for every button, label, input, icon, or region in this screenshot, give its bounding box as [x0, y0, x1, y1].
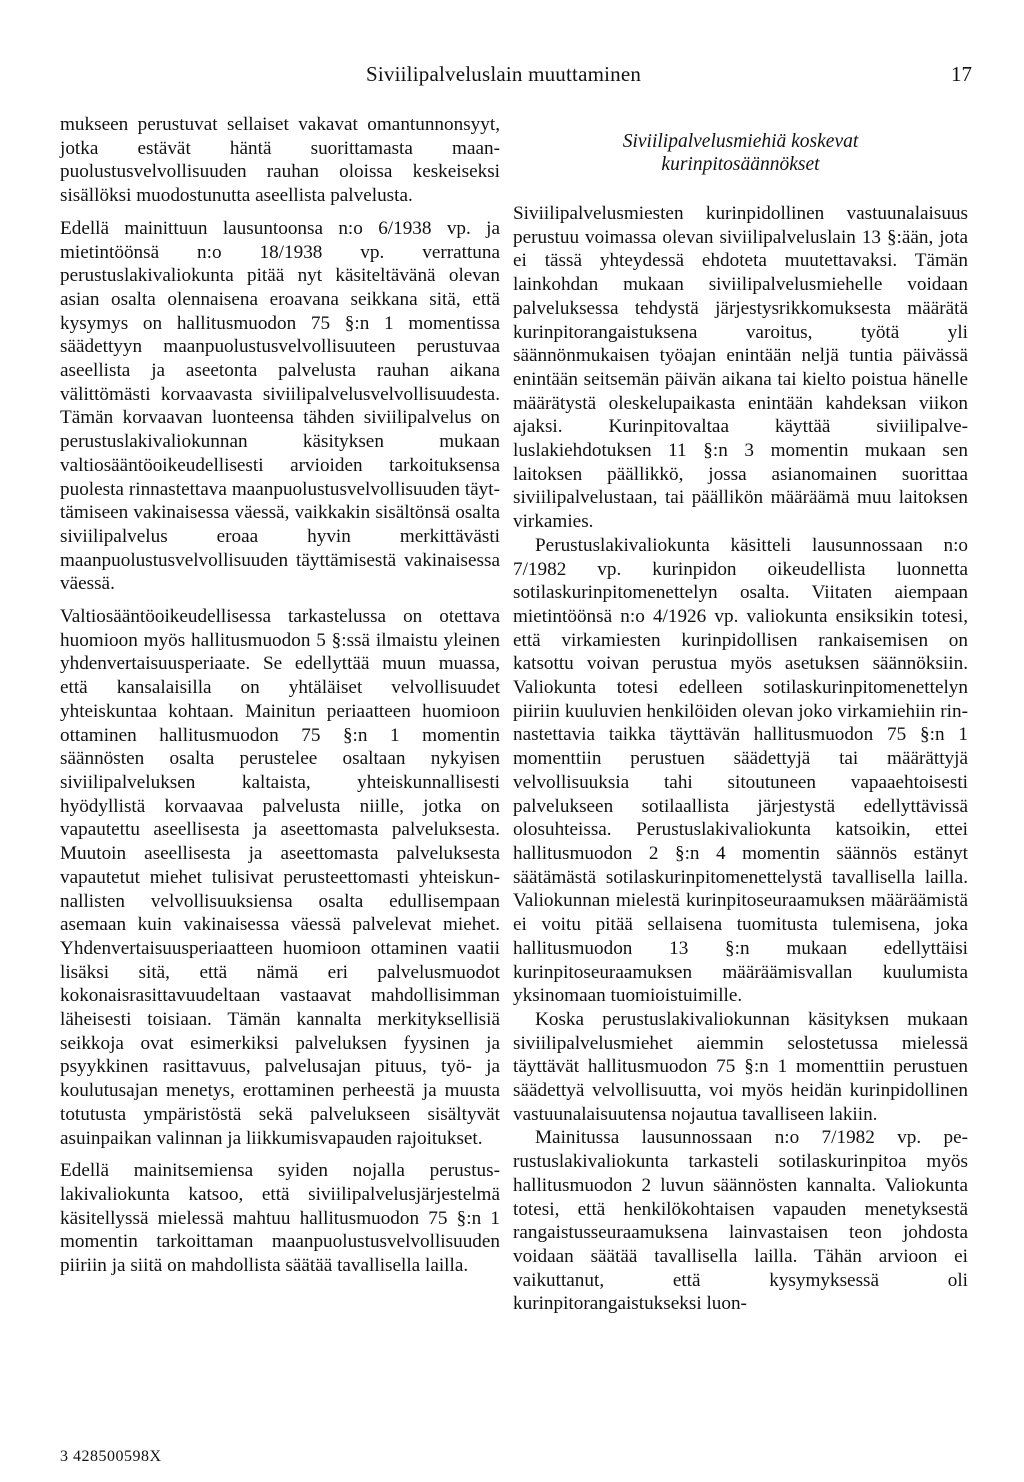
left-paragraph-1: mukseen perustuvat sellaiset vakavat omantunnonsyyt, jotka estävät häntä suorittamasta maanpuolustusvelvollisuuden rauhan oloissa keskeiseksi sisällöksi muodostunutta aseellista palvelusta.	[60, 114, 500, 207]
right-paragraph-1: Siviilipalvelusmiesten kurinpidollinen vastuunalaisuus perustuu voimassa olevan siviilipalveluslain 13 §:ään, jota ei tässä yhteydessä ehdoteta muutettavaksi. Tämän lainkohdan mukaan siviilipalvelusmiehelle voidaan palveluksessa tehdystä järjestysrikkomuksesta määrätä kurinpitorangaistuksena varoitus, työtä yli säännönmukaisen työajan enintään neljä tuntia päivässä enintään seitsemän päivän aikana tai kielto poistua hänelle määrätystä oleskelupaikasta enintään kahdeksan viikon ajaksi. Kurinpitovaltaa käyttää siviilipalveluslakiehdotuksen 11 §:n 3 momentin mukaan sen laitoksen päällikkö, jossa asianomainen suorittaa siviilipalvelustaan, tai päällikön määräämä muu laitoksen virkamies.	[513, 203, 968, 533]
right-paragraph-3: Koska perustuslakivaliokunnan käsityksen mukaan siviilipalvelusmiehet aiemmin selostetussa mielessä täyttävät hallitusmuodon 75 §:n 1 momenttiin perustuen säädettyä velvollisuutta, voi myös heidän kurinpidollinen vastuunalaisuutensa nojautua tavalliseen lakiin.	[513, 1008, 968, 1125]
left-column	[60, 113, 500, 1278]
right-paragraph-4: Mainitussa lausunnossaan n:o 7/1982 vp. perustuslakivaliokunta tarkasteli sotilaskurinpitoa myös hallitusmuodon 2 luvun säännösten kannalta. Valiokunta totesi, että henkilökohtaisen vapauden menetyksestä rangaistusseuraamuksena lainvastaisen teon johdosta voidaan säätää tavallisella lailla. Tähän arvioon ei vaikuttanut, että kysymyksessä oli kurinpitorangaistukseksi luon-	[513, 1127, 968, 1315]
right-column	[513, 113, 968, 1316]
left-paragraph-4: Edellä mainitsemiensa syiden nojalla perustuslakivaliokunta katsoo, että siviilipalvelusjärjestelmä käsitellyssä mielessä mahtuu hallitusmuodon 75 §:n 1 momentin tarkoittaman maanpuolustusvelvollisuuden piiriin ja siitä on mahdollista säätää tavallisella lailla.	[60, 1160, 500, 1277]
running-title: Siviilipalveluslain muuttaminen	[366, 62, 642, 86]
section-heading-line-2: kurinpitosäännökset	[661, 154, 820, 175]
section-heading	[513, 130, 968, 176]
left-paragraph-2: Edellä mainittuun lausuntoonsa n:o 6/1938 vp. ja mietintöönsä n:o 18/1938 vp. verrattuna perustuslakivaliokunta pitää nyt käsiteltävänä olevan asian osalta olennaisena eroavana seikkana sitä, että kysymys on hallitusmuodon 75 §:n 1 momentissa säädettyyn maanpuolustusvelvollisuuteen perustuvaa aseellista ja aseetonta palvelusta rauhan aikana välittömästi korvaavasta siviilipalvelusvelvollisuudesta. Tämän korvaavan luonteensa tähden siviilipalvelus on perustuslakivaliokunnan käsityksen mukaan valtiosääntöoikeudellisesti arvioiden tarkoituksensa puolesta rinnastettava maanpuolustusvelvollisuuden täyttämiseen vakinaisessa väessä, vaikkakin sisältönsä osalta siviilipalvelus eroaa hyvin merkittävästi maanpuolustusvelvollisuuden täyttämisestä vakinaisessa väessä.	[60, 217, 500, 595]
page-number: 17	[951, 62, 972, 86]
print-code: 3 428500598X	[60, 1448, 162, 1465]
left-paragraph-3: Valtiosääntöoikeudellisessa tarkastelussa on otettava huomioon myös hallitusmuodon 5 §:ssä ilmaistu yleinen yhdenvertaisuusperiaate. Se edellyttää muun muassa, että kansalaisilla on yhtäläiset velvollisuudet yhteiskuntaa kohtaan. Mainitun periaatteen huomioon ottaminen hallitusmuodon 75 §:n 1 momentin säännösten osalta perustelee osaltaan nykyisen siviilipalveluksen kaltaista, yhteiskunnallisesti hyödyllistä korvaavaa palvelusta niille, jotka on vapautettu aseellisesta ja aseettomasta palveluksesta. Muutoin aseellisesta ja aseettomasta palveluksesta vapautetut miehet tulisivat perusteettomasti yhteiskunnallisten velvollisuuksiensa osalta edullisempaan asemaan kuin vakinaisessa väessä palvelevat miehet. Yhdenvertaisuusperiaatteen huomioon ottaminen vaatii lisäksi sitä, että nämä eri palvelusmuodot kokonaisrasittavuudeltaan vastaavat mahdollisimman läheisesti toisiaan. Tämän kannalta merkityksellisiä seikkoja ovat esimerkiksi palveluksen fyysinen ja psyykkinen rasittavuus, palvelusajan pituus, työ- ja koulutusajan menetys, erottaminen perheestä ja muusta totutusta ympäristöstä sekä palvelukseen sisältyvät asuinpaikan valinnan ja liikkumisvapauden rajoitukset.	[60, 606, 500, 1149]
right-paragraph-2: Perustuslakivaliokunta käsitteli lausunnossaan n:o 7/1982 vp. kurinpidon oikeudellista luonnetta sotilaskurinpitomenettelyn osalta. Viitaten aiempaan mietintöönsä n:o 4/1926 vp. valiokunta ensiksikin totesi, että virkamiesten kurinpidollisen rankaisemisen on katsottu voivan perustua myös asetuksen säännöksiin. Valiokunta totesi edelleen sotilaskurinpitomenettelyn piiriin kuuluvien henkilöiden olevan joko virkamiehiin rinnastettavia taikka täyttävän hallitusmuodon 75 §:n 1 momenttiin perustuen säädettyjä tai määrättyjä velvollisuuksia tahi sitoutuneen vapaaehtoisesti palvelukseen sotilaallista järjestystä edellyttävissä olosuhteissa. Perustuslakivaliokunta katsoikin, ettei hallitusmuodon 2 §:n 4 momentin säännös estänyt säätämästä sotilaskurinpitomenettelystä tavallisella lailla. Valiokunnan mielestä kurinpitoseuraamuksen määräämistä ei voitu pitää sellaisena tuomitusta tulemisena, joka hallitusmuodon 13 §:n mukaan edellyttäisi kurinpitoseuraamuksen määräämisvallan kuulumista yksinomaan tuomioistuimille.	[513, 534, 968, 1007]
section-heading-line-1: Siviilipalvelusmiehiä koskevat	[622, 131, 859, 152]
